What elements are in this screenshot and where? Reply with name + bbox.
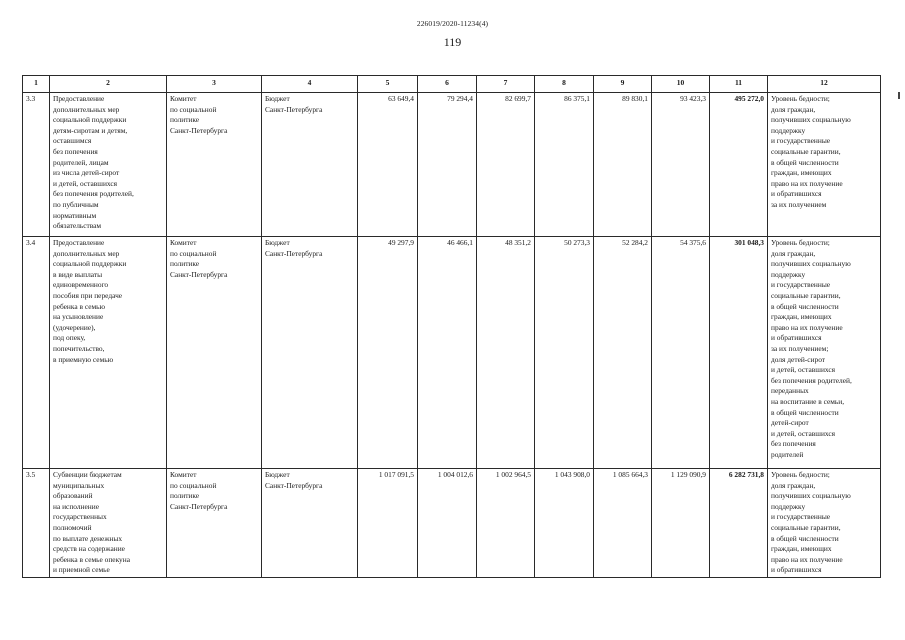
indicator: Уровень бедности; доля граждан, получивших социальную поддержку и государственные социальные гарантии, в общей численности граждан, имеющих право на их получение и обратившихся за их получением	[768, 93, 881, 237]
column-header: 9	[594, 76, 652, 93]
row-id: 3.4	[23, 237, 50, 469]
column-header: 3	[167, 76, 262, 93]
year-value: 89 830,1	[594, 93, 652, 237]
total-value: 301 048,3	[710, 237, 768, 469]
column-header: 11	[710, 76, 768, 93]
executor: Комитет по социальной политике Санкт-Петербурга	[167, 93, 262, 237]
column-header: 4	[262, 76, 358, 93]
measure-name: Предоставление дополнительных мер социальной поддержки в виде выплаты единовременного пособия при передаче ребенка в семью на усыновление (удочерение), под опеку, попечительство, в приемную семью	[50, 237, 167, 469]
year-value: 79 294,4	[418, 93, 477, 237]
column-header: 6	[418, 76, 477, 93]
year-value: 49 297,9	[358, 237, 418, 469]
executor: Комитет по социальной политике Санкт-Петербурга	[167, 469, 262, 578]
year-value: 50 273,3	[535, 237, 594, 469]
indicator: Уровень бедности; доля граждан, получивших социальную поддержку и государственные социальные гарантии, в общей численности граждан, имеющих право на их получение и обратившихся	[768, 469, 881, 578]
funding-source: Бюджет Санкт-Петербурга	[262, 237, 358, 469]
year-value: 54 375,6	[652, 237, 710, 469]
year-value: 63 649,4	[358, 93, 418, 237]
table-header-row	[23, 76, 881, 93]
scan-mark	[898, 92, 900, 99]
budget-table	[22, 75, 881, 578]
column-header: 1	[23, 76, 50, 93]
column-header: 8	[535, 76, 594, 93]
column-header: 2	[50, 76, 167, 93]
year-value: 1 085 664,3	[594, 469, 652, 578]
year-value: 1 017 091,5	[358, 469, 418, 578]
column-header: 7	[477, 76, 535, 93]
total-value: 6 282 731,8	[710, 469, 768, 578]
document-id: 226019/2020-11234(4)	[416, 19, 489, 28]
year-value: 46 466,1	[418, 237, 477, 469]
funding-source: Бюджет Санкт-Петербурга	[262, 93, 358, 237]
page-number: 119	[443, 35, 462, 49]
row-id: 3.5	[23, 469, 50, 578]
year-value: 1 004 012,6	[418, 469, 477, 578]
year-value: 82 699,7	[477, 93, 535, 237]
table-row	[23, 469, 881, 578]
measure-name: Предоставление дополнительных мер социальной поддержки детям-сиротам и детям, оставшимся без попечения родителей, лицам из числа детей-сирот и детей, оставшихся без попечения родителей, по публичным нормативным обязательствам	[50, 93, 167, 237]
column-header: 12	[768, 76, 881, 93]
funding-source: Бюджет Санкт-Петербурга	[262, 469, 358, 578]
indicator: Уровень бедности; доля граждан, получивших социальную поддержку и государственные социальные гарантии, в общей численности граждан, имеющих право на их получение и обратившихся за их получением; доля детей-сирот и детей, оставшихся без попечения родителей, переданных на воспитание в семьи, в общей численности детей-сирот и детей, оставшихся без попечения родителей	[768, 237, 881, 469]
year-value: 1 002 964,5	[477, 469, 535, 578]
executor: Комитет по социальной политике Санкт-Петербурга	[167, 237, 262, 469]
column-header: 5	[358, 76, 418, 93]
total-value: 495 272,0	[710, 93, 768, 237]
year-value: 48 351,2	[477, 237, 535, 469]
year-value: 86 375,1	[535, 93, 594, 237]
row-id: 3.3	[23, 93, 50, 237]
year-value: 93 423,3	[652, 93, 710, 237]
table-row	[23, 237, 881, 469]
table-row	[23, 93, 881, 237]
year-value: 1 129 090,9	[652, 469, 710, 578]
measure-name: Субвенции бюджетам муниципальных образований на исполнение государственных полномочий по выплате денежных средств на содержание ребенка в семье опекуна и приемной семье	[50, 469, 167, 578]
year-value: 52 284,2	[594, 237, 652, 469]
year-value: 1 043 908,0	[535, 469, 594, 578]
column-header: 10	[652, 76, 710, 93]
